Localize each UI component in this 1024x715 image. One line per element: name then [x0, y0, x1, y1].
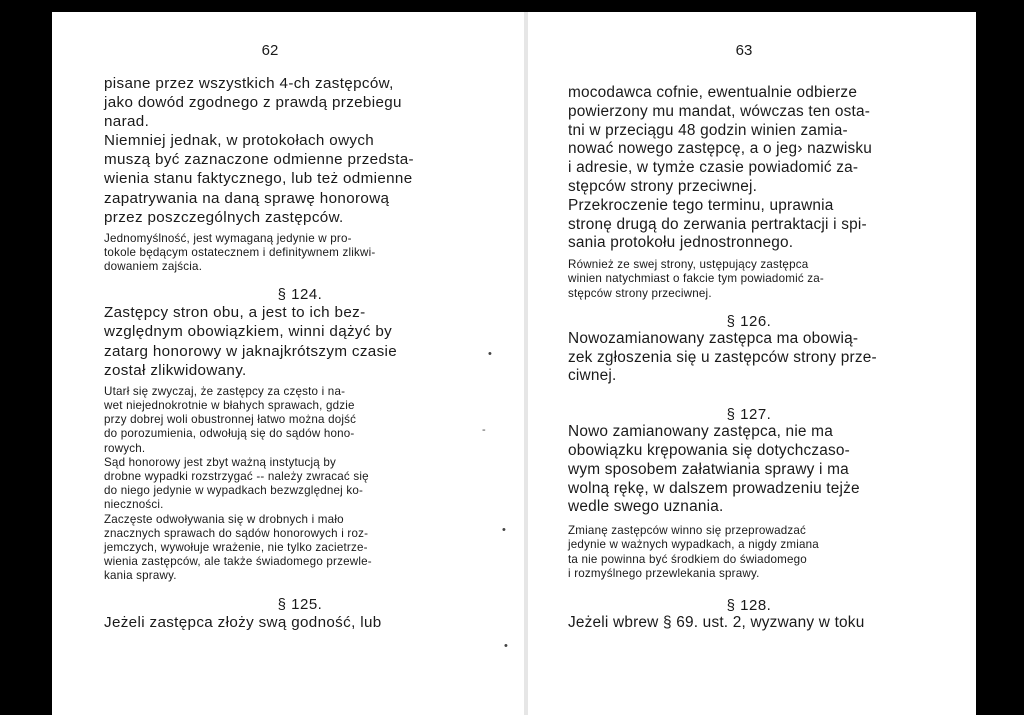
- section-heading-128: § 128.: [726, 596, 772, 614]
- right-paragraph-5: Nowo zamianowany zastępca, nie ma obowiązku krępowania się dotychczaso- wym sposobem załatwiania sprawy i ma wolną rękę, w dalszem prowadzeniu tejże wedle swego uznania.: [568, 423, 860, 516]
- right-paragraph-2: Przekroczenie tego terminu, uprawnia stronę drugą do zerwania pertraktacji i spi- sania protokołu jednostronnego.: [568, 196, 867, 252]
- right-paragraph-1: mocodawca cofnie, ewentualnie odbierze powierzony mu mandat, wówczas ten osta- tni w przeciągu 48 godzin winien zamia- nować nowego zastępcę, a o jeg› nazwisku i adresie, w tymże czasie powiadomić za- stępców strony przeciwnej.: [568, 84, 873, 195]
- left-paragraph-5: Utarł się zwyczaj, że zastępcy za często i na- wet niejednokrotnie w błahych sprawach, gdzie przy dobrej woli obustronnej łatwo można dojść do porozumienia, odwołują się do sądów hono- rowych.: [104, 384, 357, 455]
- margin-mark: •: [488, 348, 492, 360]
- margin-mark: •: [502, 524, 506, 536]
- section-heading-124: § 124.: [277, 286, 323, 304]
- right-paragraph-4: Nowozamianowany zastępca ma obowią- zek zgłoszenia się u zastępców strony prze- ciwnej.: [568, 329, 877, 385]
- right-text-column: [568, 84, 930, 633]
- left-paragraph-7: Zaczęste odwoływania się w drobnych i mało znacznych sprawach do sądów honorowych i roz- jemczych, wywołuje wrażenie, nie tylko zacietrze- wienia zastępców, ale także świadomego przewle- kania sprawy.: [104, 512, 372, 583]
- left-page: [52, 12, 524, 715]
- left-text-column: [104, 74, 496, 632]
- section-heading-125: § 125.: [277, 595, 323, 613]
- left-paragraph-2: Niemniej jednak, w protokołach owych muszą być zaznaczone odmienne przedsta- wienia stanu faktycznego, lub też odmienne zapatrywania na daną sprawę honorową przez poszczególnych zastępców.: [104, 132, 414, 226]
- left-paragraph-1: pisane przez wszystkich 4-ch zastępców, jako dowód zgodnego z prawdą przebiegu narad.: [104, 75, 402, 131]
- page-number-left: 62: [261, 42, 279, 59]
- page-number-right: 63: [735, 42, 753, 59]
- left-paragraph-6: Sąd honorowy jest zbyt ważną instytucją by drobne wypadki rozstrzygać -- należy zwracać się do niego jedynie w wypadkach bezwzględnej ko- nieczności.: [104, 455, 369, 512]
- right-paragraph-6: Zmianę zastępców winno się przeprowadzać jedynie w ważnych wypadkach, a nigdy zmiana ta nie powinna być środkiem do świadomego i rozmyślnego przewlekania sprawy.: [568, 524, 819, 580]
- left-paragraph-4: Zastępcy stron obu, a jest to ich bez- względnym obowiązkiem, winni dążyć by zatarg honorowy w jaknajkrótszym czasie został zlikwidowany.: [104, 304, 398, 379]
- right-paragraph-3: Również ze swej strony, ustępujący zastępca winien natychmiast o fakcie tym powiadomić za- stępców strony przeciwnej.: [568, 258, 824, 300]
- section-heading-127: § 127.: [726, 406, 772, 424]
- right-page: [528, 12, 976, 715]
- section-heading-126: § 126.: [726, 312, 772, 330]
- margin-mark: -: [482, 424, 486, 436]
- margin-mark: •: [504, 640, 508, 652]
- left-paragraph-8: Jeżeli zastępca złoży swą godność, lub: [104, 613, 382, 631]
- left-paragraph-3: Jednomyślność, jest wymaganą jedynie w pro- tokole będącym ostatecznem i definitywnem zlikwi- dowaniem zajścia.: [104, 231, 376, 274]
- right-paragraph-7: Jeżeli wbrew § 69. ust. 2, wyzwany w toku: [568, 613, 865, 631]
